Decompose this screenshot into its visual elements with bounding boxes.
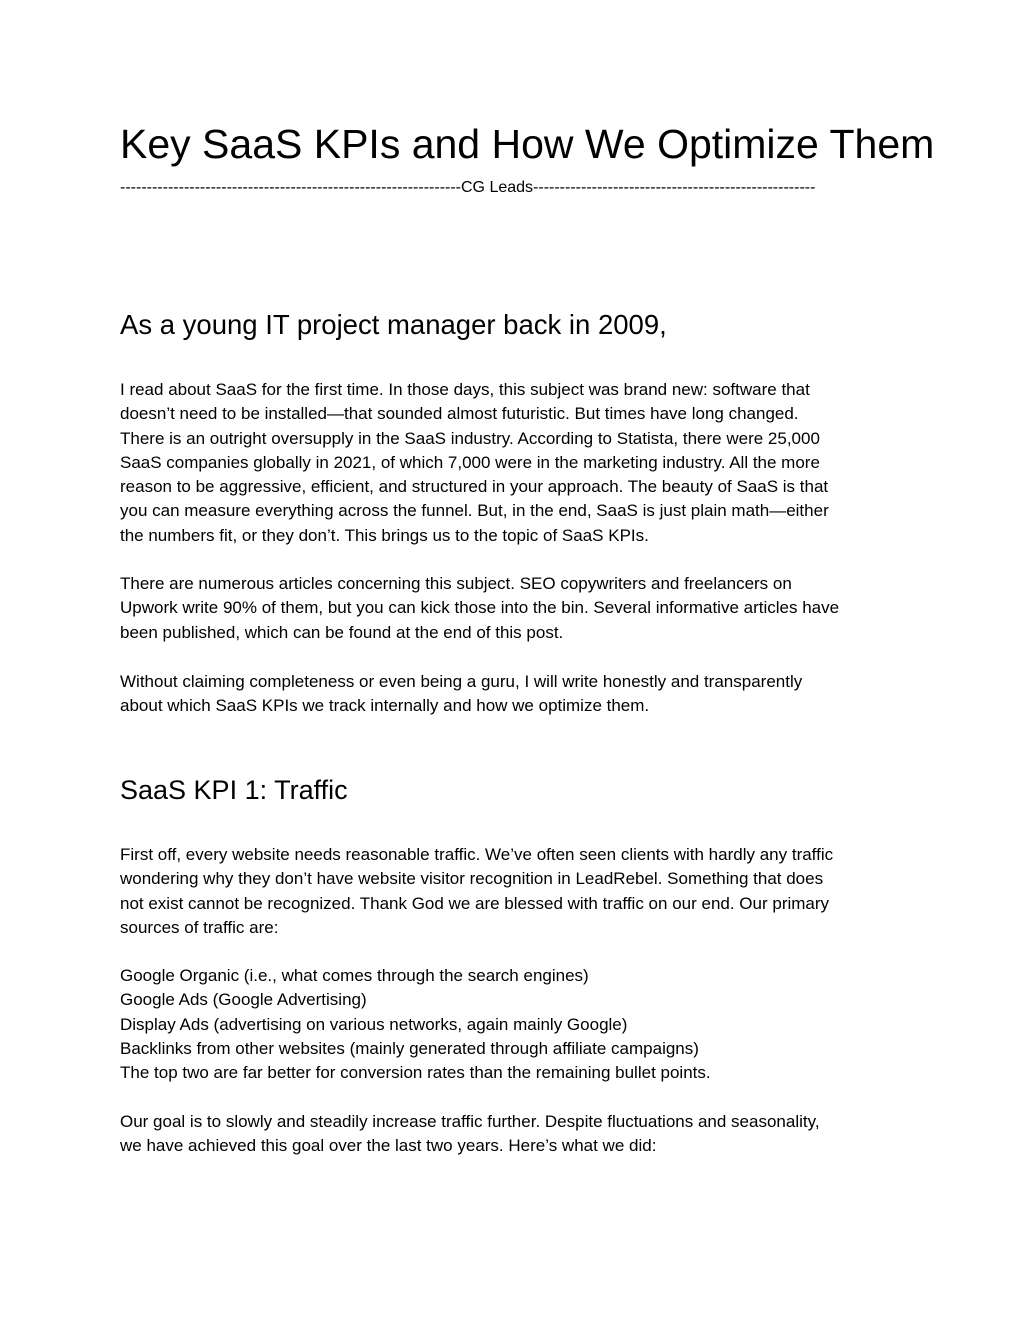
list-item: Google Organic (i.e., what comes through the search engines) (120, 966, 589, 985)
text-line: we have achieved this goal over the last two years. Here’s what we did: (120, 1136, 657, 1156)
paragraph-intro-2 (120, 572, 839, 645)
text-line: doesn’t need to be installed—that sounded almost futuristic. But times have long changed. (120, 404, 799, 424)
text-line: Upwork write 90% of them, but you can kick those into the bin. Several informative articles have (120, 598, 840, 618)
paragraph-kpi1-3 (120, 1110, 820, 1159)
list-item: Google Ads (Google Advertising) (120, 990, 367, 1010)
text-line: The top two are far better for conversion rates than the remaining bullet points. (120, 1063, 711, 1083)
text-line: There are numerous articles concerning this subject. SEO copywriters and freelancers on (120, 574, 792, 593)
text-line: sources of traffic are: (120, 917, 279, 937)
text-line: Our goal is to slowly and steadily increase traffic further. Despite fluctuations and seasonality, (120, 1112, 820, 1131)
text-line: SaaS companies globally in 2021, of which 7,000 were in the marketing industry. All the more (120, 452, 820, 472)
paragraph-intro-3 (120, 670, 802, 719)
text-line: reason to be aggressive, efficient, and structured in your approach. The beauty of SaaS is that (120, 477, 829, 497)
text-line: There is an outright oversupply in the SaaS industry. According to Statista, there were 25,000 (120, 428, 820, 448)
text-line: not exist cannot be recognized. Thank God we are blessed with traffic on our end. Our primary (120, 893, 830, 913)
section-heading-intro: As a young IT project manager back in 2009, (120, 309, 667, 340)
author-divider: ----------------------------------------------------------------CG Leads----------------------------------------------------- (120, 179, 816, 196)
text-line: the numbers fit, or they don’t. This brings us to the topic of SaaS KPIs. (120, 525, 649, 545)
paragraph-kpi1-1 (120, 843, 833, 940)
section-heading-kpi1: SaaS KPI 1: Traffic (120, 775, 348, 805)
text-line: First off, every website needs reasonable traffic. We’ve often seen clients with hardly any traffic (120, 845, 834, 864)
text-line: been published, which can be found at the end of this post. (120, 622, 564, 642)
text-line: wondering why they don’t have website visitor recognition in LeadRebel. Something that does (120, 869, 824, 889)
list-item: Backlinks from other websites (mainly generated through affiliate campaigns) (120, 1038, 699, 1058)
text-line: about which SaaS KPIs we track internally and how we optimize them. (120, 696, 650, 716)
paragraph-intro-1 (120, 378, 829, 548)
traffic-sources-list (120, 964, 711, 1085)
text-line: I read about SaaS for the first time. In those days, this subject was brand new: software that (120, 380, 810, 399)
list-item: Display Ads (advertising on various networks, again mainly Google) (120, 1014, 628, 1034)
text-line: you can measure everything across the funnel. But, in the end, SaaS is just plain math—either (120, 501, 829, 521)
text-line: Without claiming completeness or even being a guru, I will write honestly and transparently (120, 672, 803, 691)
document-title: Key SaaS KPIs and How We Optimize Them (120, 121, 935, 167)
